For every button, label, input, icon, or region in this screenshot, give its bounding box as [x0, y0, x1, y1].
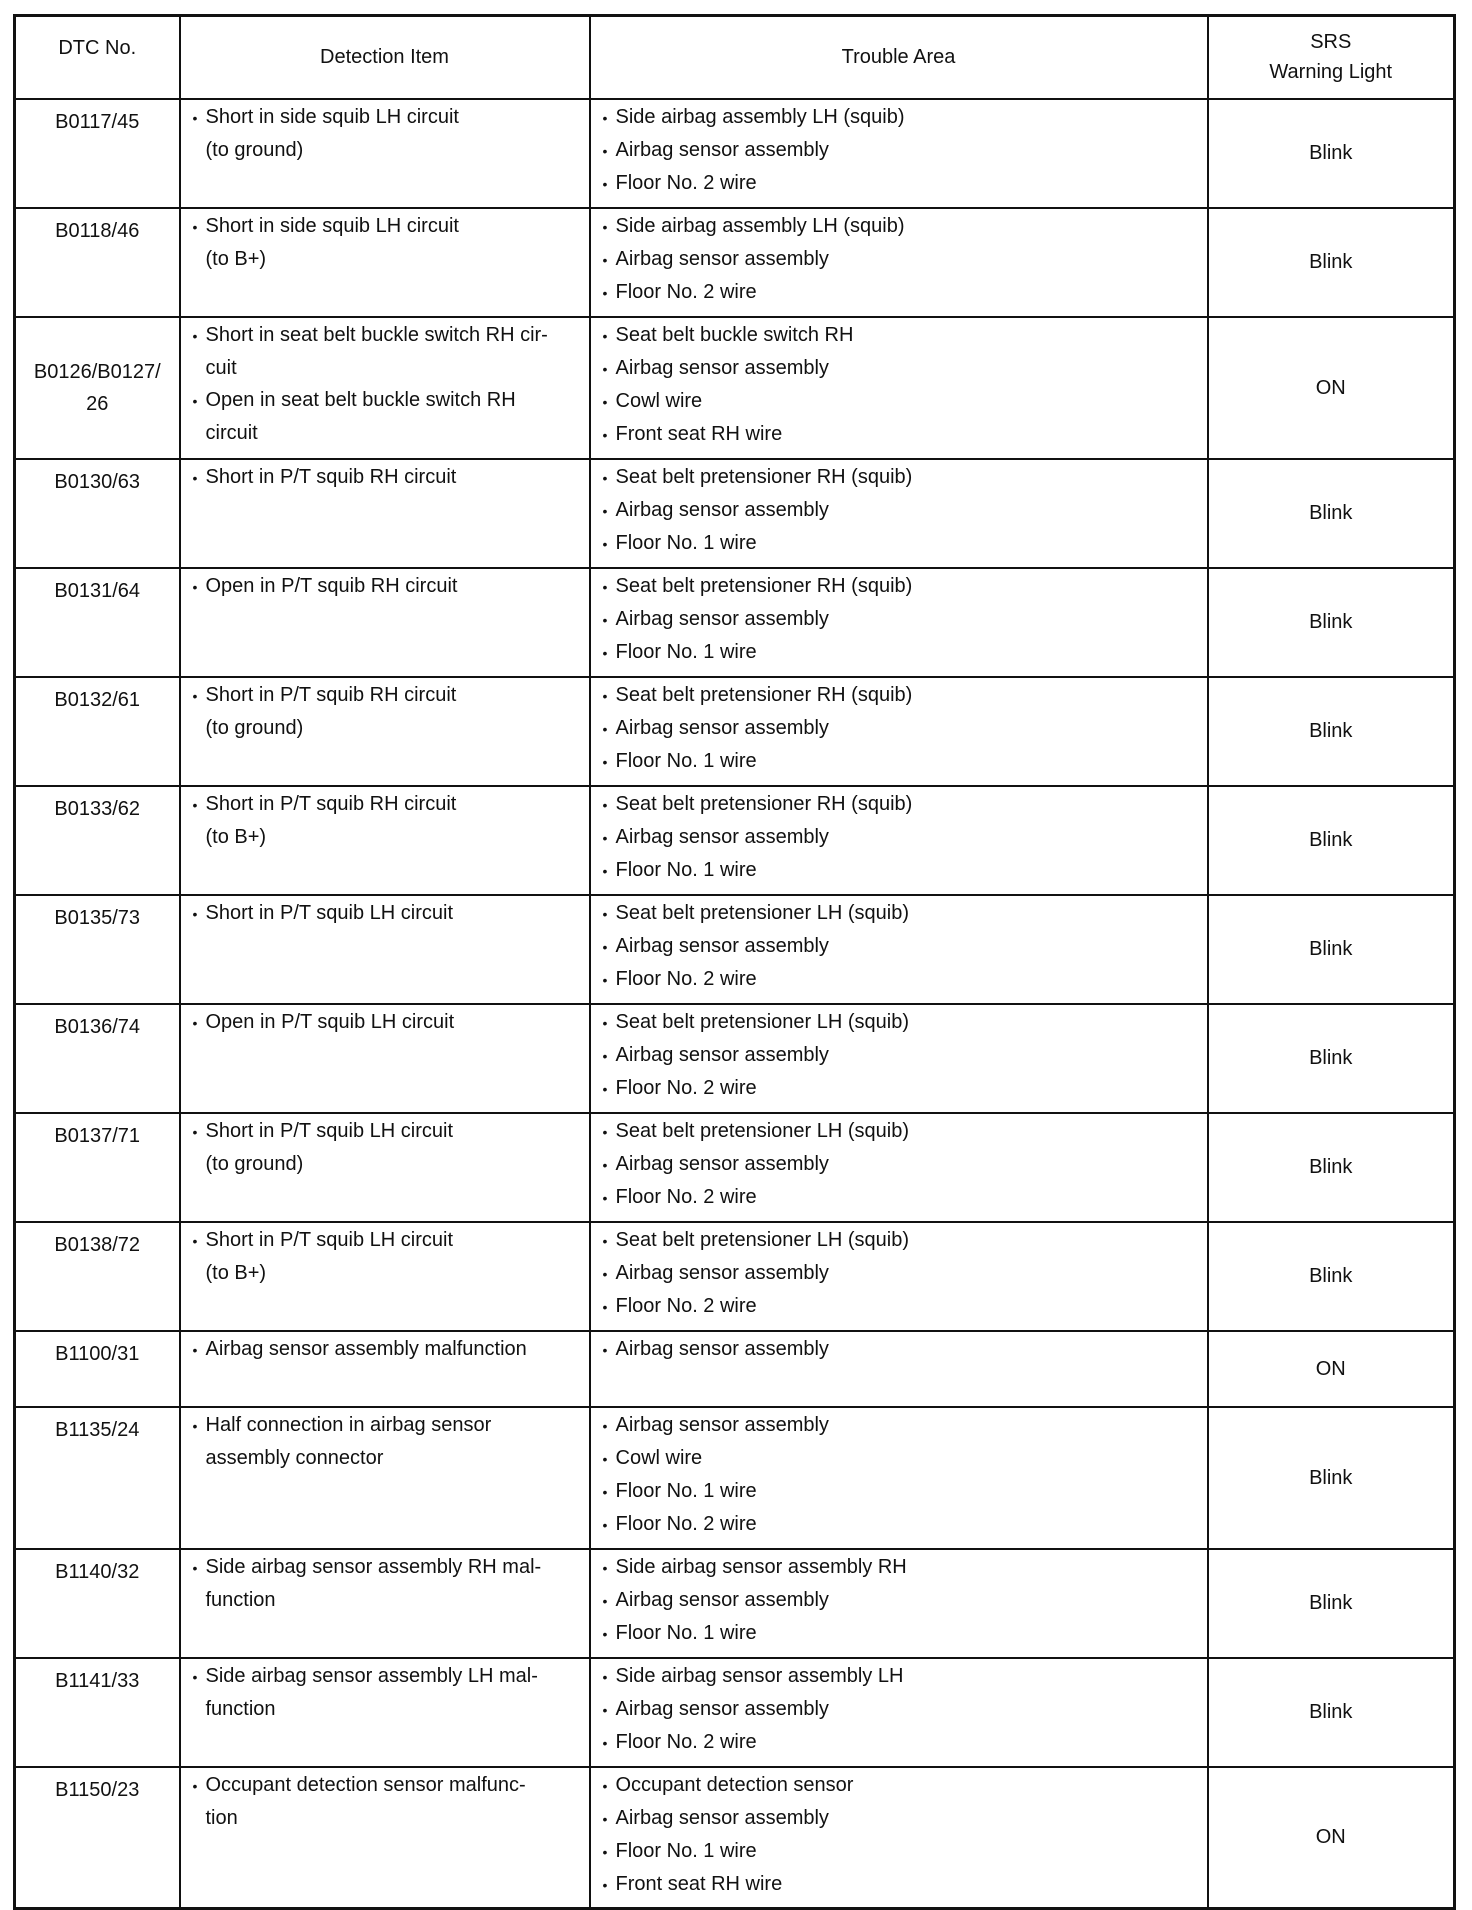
- header-srs-line: SRS: [1310, 31, 1352, 54]
- trouble-area-item: • Side airbag assembly LH (squib): [603, 210, 1201, 243]
- srs-warning-light-cell: Blink: [1208, 1222, 1455, 1331]
- trouble-area-item: • Floor No. 2 wire: [603, 276, 1201, 309]
- table-row: [15, 1658, 1455, 1767]
- detection-item: • Airbag sensor assembly malfunction: [193, 1333, 583, 1366]
- trouble-area-item: • Floor No. 2 wire: [603, 963, 1201, 996]
- dtc-number: B0117/45: [55, 110, 140, 133]
- table-row: [15, 99, 1455, 208]
- dtc-number: B1135/24: [55, 1418, 140, 1441]
- dtc-number: B0130/63: [54, 470, 141, 493]
- detection-item: • Short in P/T squib LH circuit: [193, 897, 583, 930]
- trouble-area-item: • Airbag sensor assembly: [603, 1148, 1201, 1181]
- dtc-number-cell: [15, 208, 180, 317]
- srs-warning-light-cell: Blink: [1208, 1407, 1455, 1549]
- srs-warning-light-cell: Blink: [1208, 786, 1455, 895]
- trouble-area-cell: [590, 677, 1208, 786]
- dtc-number: B0118/46: [55, 219, 140, 242]
- srs-warning-light-cell: Blink: [1208, 208, 1455, 317]
- trouble-area-cell: [590, 1004, 1208, 1113]
- detection-item: • Open in P/T squib LH circuit: [193, 1006, 583, 1039]
- srs-warning-light-cell: ON: [1208, 317, 1455, 459]
- table-row: [15, 677, 1455, 786]
- detection-item: • Short in side squib LH circuit (to B+): [193, 210, 583, 275]
- table-row: [15, 786, 1455, 895]
- detection-item-cell: [180, 568, 590, 677]
- trouble-area-item: • Seat belt pretensioner LH (squib): [603, 1115, 1201, 1148]
- header-detection-item: Detection Item: [180, 16, 590, 99]
- dtc-number: B0137/71: [54, 1124, 141, 1147]
- dtc-number-cell: [15, 99, 180, 208]
- trouble-area-item: • Floor No. 2 wire: [603, 1181, 1201, 1214]
- trouble-area-item: • Floor No. 1 wire: [603, 854, 1201, 887]
- trouble-area-item: • Floor No. 2 wire: [603, 1290, 1201, 1323]
- srs-warning-light-cell: Blink: [1208, 1549, 1455, 1658]
- trouble-area-item: • Floor No. 2 wire: [603, 1072, 1201, 1105]
- detection-item-cell: [180, 1767, 590, 1909]
- dtc-number: B1150/23: [55, 1778, 140, 1801]
- trouble-area-cell: [590, 1549, 1208, 1658]
- trouble-area-item: • Side airbag sensor assembly RH: [603, 1551, 1201, 1584]
- trouble-area-item: • Floor No. 2 wire: [603, 167, 1201, 200]
- detection-item: • Short in P/T squib RH circuit: [193, 461, 583, 494]
- trouble-area-item: • Airbag sensor assembly: [603, 1039, 1201, 1072]
- detection-item-cell: [180, 1113, 590, 1222]
- dtc-number-cell: [15, 786, 180, 895]
- detection-item-cell: [180, 895, 590, 1004]
- header-warning-light-line: Warning Light: [1269, 61, 1393, 84]
- dtc-number-cell: [15, 1004, 180, 1113]
- dtc-number-cell: [15, 1331, 180, 1407]
- dtc-number: B0126/B0127/ 26: [33, 360, 161, 415]
- detection-item: • Half connection in airbag sensor assembly connector: [193, 1409, 583, 1474]
- table-row: [15, 895, 1455, 1004]
- detection-item: • Short in P/T squib LH circuit (to B+): [193, 1224, 583, 1289]
- trouble-area-item: • Airbag sensor assembly: [603, 1257, 1201, 1290]
- trouble-area-cell: [590, 786, 1208, 895]
- detection-item-cell: [180, 1004, 590, 1113]
- dtc-number-cell: [15, 1222, 180, 1331]
- dtc-number-cell: [15, 568, 180, 677]
- detection-item: • Short in seat belt buckle switch RH cir- cuit: [193, 319, 583, 384]
- detection-item-cell: [180, 1549, 590, 1658]
- trouble-area-item: • Cowl wire: [603, 1442, 1201, 1475]
- trouble-area-item: • Airbag sensor assembly: [603, 1333, 1201, 1366]
- detection-item: • Short in P/T squib RH circuit (to B+): [193, 788, 583, 853]
- dtc-number-cell: [15, 1407, 180, 1549]
- trouble-area-item: • Front seat RH wire: [603, 1868, 1201, 1901]
- trouble-area-item: • Airbag sensor assembly: [603, 712, 1201, 745]
- srs-warning-light-cell: Blink: [1208, 1658, 1455, 1767]
- trouble-area-item: • Side airbag assembly LH (squib): [603, 101, 1201, 134]
- detection-item: • Side airbag sensor assembly RH mal- function: [193, 1551, 583, 1616]
- detection-item-cell: [180, 99, 590, 208]
- header-dtc-no: DTC No.: [15, 16, 180, 99]
- dtc-number-cell: [15, 459, 180, 568]
- trouble-area-item: • Seat belt pretensioner LH (squib): [603, 897, 1201, 930]
- table-row: [15, 1331, 1455, 1407]
- table-header: [15, 16, 1455, 99]
- trouble-area-item: • Seat belt pretensioner LH (squib): [603, 1006, 1201, 1039]
- trouble-area-cell: [590, 1113, 1208, 1222]
- trouble-area-item: • Floor No. 1 wire: [603, 745, 1201, 778]
- srs-warning-light-cell: Blink: [1208, 99, 1455, 208]
- detection-item-cell: [180, 1331, 590, 1407]
- trouble-area-item: • Seat belt buckle switch RH: [603, 319, 1201, 352]
- detection-item: • Open in P/T squib RH circuit: [193, 570, 583, 603]
- table-row: [15, 568, 1455, 677]
- trouble-area-item: • Side airbag sensor assembly LH: [603, 1660, 1201, 1693]
- srs-warning-light-cell: Blink: [1208, 1113, 1455, 1222]
- detection-item: • Short in P/T squib RH circuit (to ground): [193, 679, 583, 744]
- trouble-area-item: • Seat belt pretensioner RH (squib): [603, 679, 1201, 712]
- srs-warning-light-cell: ON: [1208, 1331, 1455, 1407]
- table-row: [15, 1549, 1455, 1658]
- detection-item: • Open in seat belt buckle switch RH circuit: [193, 384, 583, 449]
- dtc-number: B0138/72: [54, 1233, 141, 1256]
- trouble-area-item: • Floor No. 2 wire: [603, 1508, 1201, 1541]
- detection-item: • Side airbag sensor assembly LH mal- function: [193, 1660, 583, 1725]
- header-srs-warning-light: [1208, 16, 1455, 99]
- dtc-number: B1140/32: [55, 1560, 140, 1583]
- dtc-number: B1141/33: [55, 1669, 140, 1692]
- trouble-area-cell: [590, 99, 1208, 208]
- dtc-number-cell: [15, 1549, 180, 1658]
- table-row: [15, 459, 1455, 568]
- detection-item-cell: [180, 1407, 590, 1549]
- trouble-area-cell: [590, 208, 1208, 317]
- detection-item-cell: [180, 317, 590, 459]
- trouble-area-cell: [590, 568, 1208, 677]
- header-row: [15, 16, 1455, 99]
- detection-item-cell: [180, 786, 590, 895]
- trouble-area-cell: [590, 895, 1208, 1004]
- dtc-number-cell: [15, 1113, 180, 1222]
- trouble-area-item: • Floor No. 1 wire: [603, 636, 1201, 669]
- srs-warning-light-cell: Blink: [1208, 677, 1455, 786]
- header-trouble-area: Trouble Area: [590, 16, 1208, 99]
- dtc-number: B1100/31: [55, 1342, 140, 1365]
- trouble-area-item: • Occupant detection sensor: [603, 1769, 1201, 1802]
- dtc-table: [13, 14, 1456, 1910]
- detection-item-cell: [180, 1222, 590, 1331]
- trouble-area-cell: [590, 1658, 1208, 1767]
- trouble-area-item: • Airbag sensor assembly: [603, 1409, 1201, 1442]
- table-row: [15, 1004, 1455, 1113]
- table-row: [15, 1222, 1455, 1331]
- table-row: [15, 208, 1455, 317]
- detection-item: • Short in P/T squib LH circuit (to ground): [193, 1115, 583, 1180]
- trouble-area-cell: [590, 1407, 1208, 1549]
- trouble-area-item: • Airbag sensor assembly: [603, 134, 1201, 167]
- srs-warning-light-cell: Blink: [1208, 568, 1455, 677]
- dtc-number-cell: [15, 1767, 180, 1909]
- trouble-area-item: • Seat belt pretensioner LH (squib): [603, 1224, 1201, 1257]
- trouble-area-cell: [590, 317, 1208, 459]
- trouble-area-item: • Floor No. 1 wire: [603, 1475, 1201, 1508]
- trouble-area-cell: [590, 1222, 1208, 1331]
- srs-warning-light-cell: Blink: [1208, 895, 1455, 1004]
- dtc-number-cell: [15, 895, 180, 1004]
- trouble-area-item: • Airbag sensor assembly: [603, 494, 1201, 527]
- trouble-area-cell: [590, 1331, 1208, 1407]
- trouble-area-item: • Floor No. 1 wire: [603, 1617, 1201, 1650]
- trouble-area-item: • Seat belt pretensioner RH (squib): [603, 570, 1201, 603]
- trouble-area-item: • Seat belt pretensioner RH (squib): [603, 461, 1201, 494]
- srs-warning-light-cell: ON: [1208, 1767, 1455, 1909]
- dtc-number-cell: [15, 677, 180, 786]
- dtc-number-cell: [15, 317, 180, 459]
- trouble-area-item: • Airbag sensor assembly: [603, 1693, 1201, 1726]
- trouble-area-item: • Airbag sensor assembly: [603, 603, 1201, 636]
- table-row: [15, 1407, 1455, 1549]
- srs-warning-light-cell: Blink: [1208, 459, 1455, 568]
- trouble-area-item: • Airbag sensor assembly: [603, 243, 1201, 276]
- dtc-number-cell: [15, 1658, 180, 1767]
- table-body: [15, 99, 1455, 1909]
- trouble-area-item: • Cowl wire: [603, 385, 1201, 418]
- detection-item-cell: [180, 459, 590, 568]
- detection-item-cell: [180, 1658, 590, 1767]
- detection-item-cell: [180, 677, 590, 786]
- table-row: [15, 1767, 1455, 1909]
- detection-item: • Short in side squib LH circuit (to ground): [193, 101, 583, 166]
- dtc-number: B0131/64: [54, 579, 141, 602]
- dtc-number: B0133/62: [54, 797, 141, 820]
- detection-item-cell: [180, 208, 590, 317]
- table-row: [15, 1113, 1455, 1222]
- trouble-area-item: • Airbag sensor assembly: [603, 930, 1201, 963]
- srs-warning-light-cell: Blink: [1208, 1004, 1455, 1113]
- dtc-number: B0136/74: [54, 1015, 141, 1038]
- trouble-area-cell: [590, 459, 1208, 568]
- trouble-area-cell: [590, 1767, 1208, 1909]
- table-row: [15, 317, 1455, 459]
- trouble-area-item: • Airbag sensor assembly: [603, 352, 1201, 385]
- trouble-area-item: • Floor No. 2 wire: [603, 1726, 1201, 1759]
- trouble-area-item: • Airbag sensor assembly: [603, 1584, 1201, 1617]
- trouble-area-item: • Front seat RH wire: [603, 418, 1201, 451]
- trouble-area-item: • Airbag sensor assembly: [603, 1802, 1201, 1835]
- trouble-area-item: • Floor No. 1 wire: [603, 1835, 1201, 1868]
- trouble-area-item: • Floor No. 1 wire: [603, 527, 1201, 560]
- dtc-number: B0135/73: [54, 906, 141, 929]
- trouble-area-item: • Seat belt pretensioner RH (squib): [603, 788, 1201, 821]
- detection-item: • Occupant detection sensor malfunc- tion: [193, 1769, 583, 1834]
- trouble-area-item: • Airbag sensor assembly: [603, 821, 1201, 854]
- dtc-number: B0132/61: [54, 688, 141, 711]
